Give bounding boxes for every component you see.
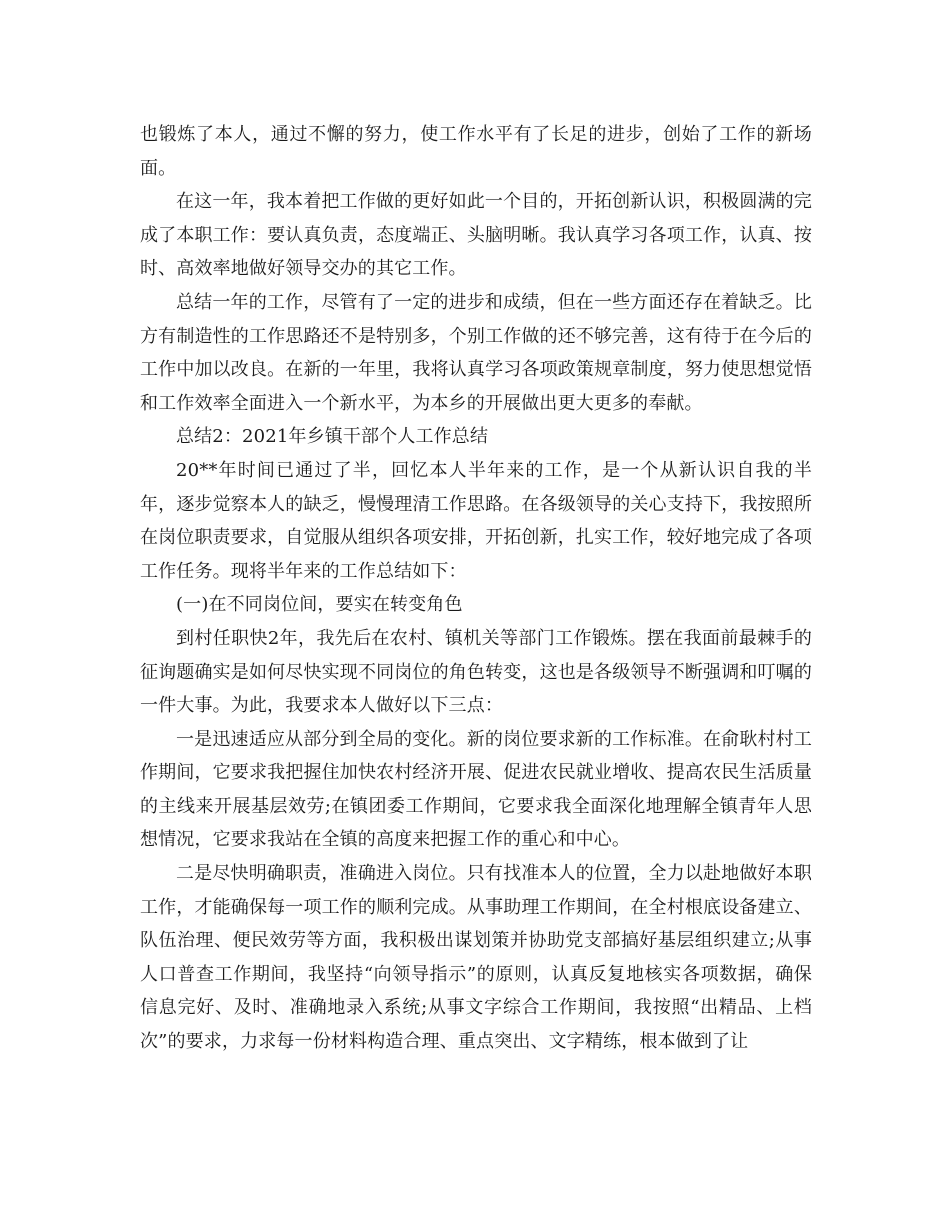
- paragraph: 也锻炼了本人，通过不懈的努力，使工作水平有了长足的进步，创始了工作的新场面。: [140, 124, 812, 179]
- paragraph: 在这一年，我本着把工作做的更好如此一个目的，开拓创新认识，积极圆满的完成了本职工作：要认真负责，态度端正、头脑明晰。我认真学习各项工作，认真、按时、高效率地做好领导交办的其它工作。: [140, 191, 812, 280]
- document-body: [140, 118, 812, 1059]
- paragraph: 二是尽快明确职责，准确进入岗位。只有找准本人的位置，全力以赴地做好本职工作，才能确保每一项工作的顺利完成。从事助理工作期间，在全村根底设备建立、队伍治理、便民效劳等方面，我积极出谋划策并协助党支部搞好基层组织建立;从事人口普查工作期间，我坚持“向领导指示”的原则，认真反复地核实各项数据，确保信息完好、及时、准确地录入系统;从事文字综合工作期间，我按照“出精品、上档次”的要求，力求每一份材料构造合理、重点突出、文字精练，根本做到了让: [140, 863, 812, 1053]
- subsection-heading: (一)在不同岗位间，要实在转变角色: [176, 594, 463, 616]
- paragraph: 总结一年的工作，尽管有了一定的进步和成绩，但在一些方面还存在着缺乏。比方有制造性的工作思路还不是特别多，个别工作做的还不够完善，这有待于在今后的工作中加以改良。在新的一年里，我将认真学习各项政策规章制度，努力使思想觉悟和工作效率全面进入一个新水平，为本乡的开展做出更大更多的奉献。: [140, 291, 812, 414]
- paragraph: 一是迅速适应从部分到全局的变化。新的岗位要求新的工作标准。在俞耿村村工作期间，它要求我把握住加快农村经济开展、促进农民就业增收、提高农民生活质量的主线来开展基层效劳;在镇团委工作期间，它要求我全面深化地理解全镇青年人思想情况，它要求我站在全镇的高度来把握工作的重心和中心。: [140, 728, 812, 851]
- paragraph: 到村任职快2年，我先后在农村、镇机关等部门工作锻炼。摆在我面前最棘手的征询题确实是如何尽快实现不同岗位的角色转变，这也是各级领导不断强调和叮嘱的一件大事。为此，我要求本人做好以下三点：: [140, 627, 812, 717]
- section-heading: 总结2：2021年乡镇干部个人工作总结: [176, 426, 489, 448]
- paragraph: 20**年时间已通过了半，回忆本人半年来的工作，是一个从新认识自我的半年，逐步觉察本人的缺乏，慢慢理清工作思路。在各级领导的关心支持下，我按照所在岗位职责要求，自觉服从组织各项安排，开拓创新，扎实工作，较好地完成了各项工作任务。现将半年来的工作总结如下：: [140, 459, 812, 582]
